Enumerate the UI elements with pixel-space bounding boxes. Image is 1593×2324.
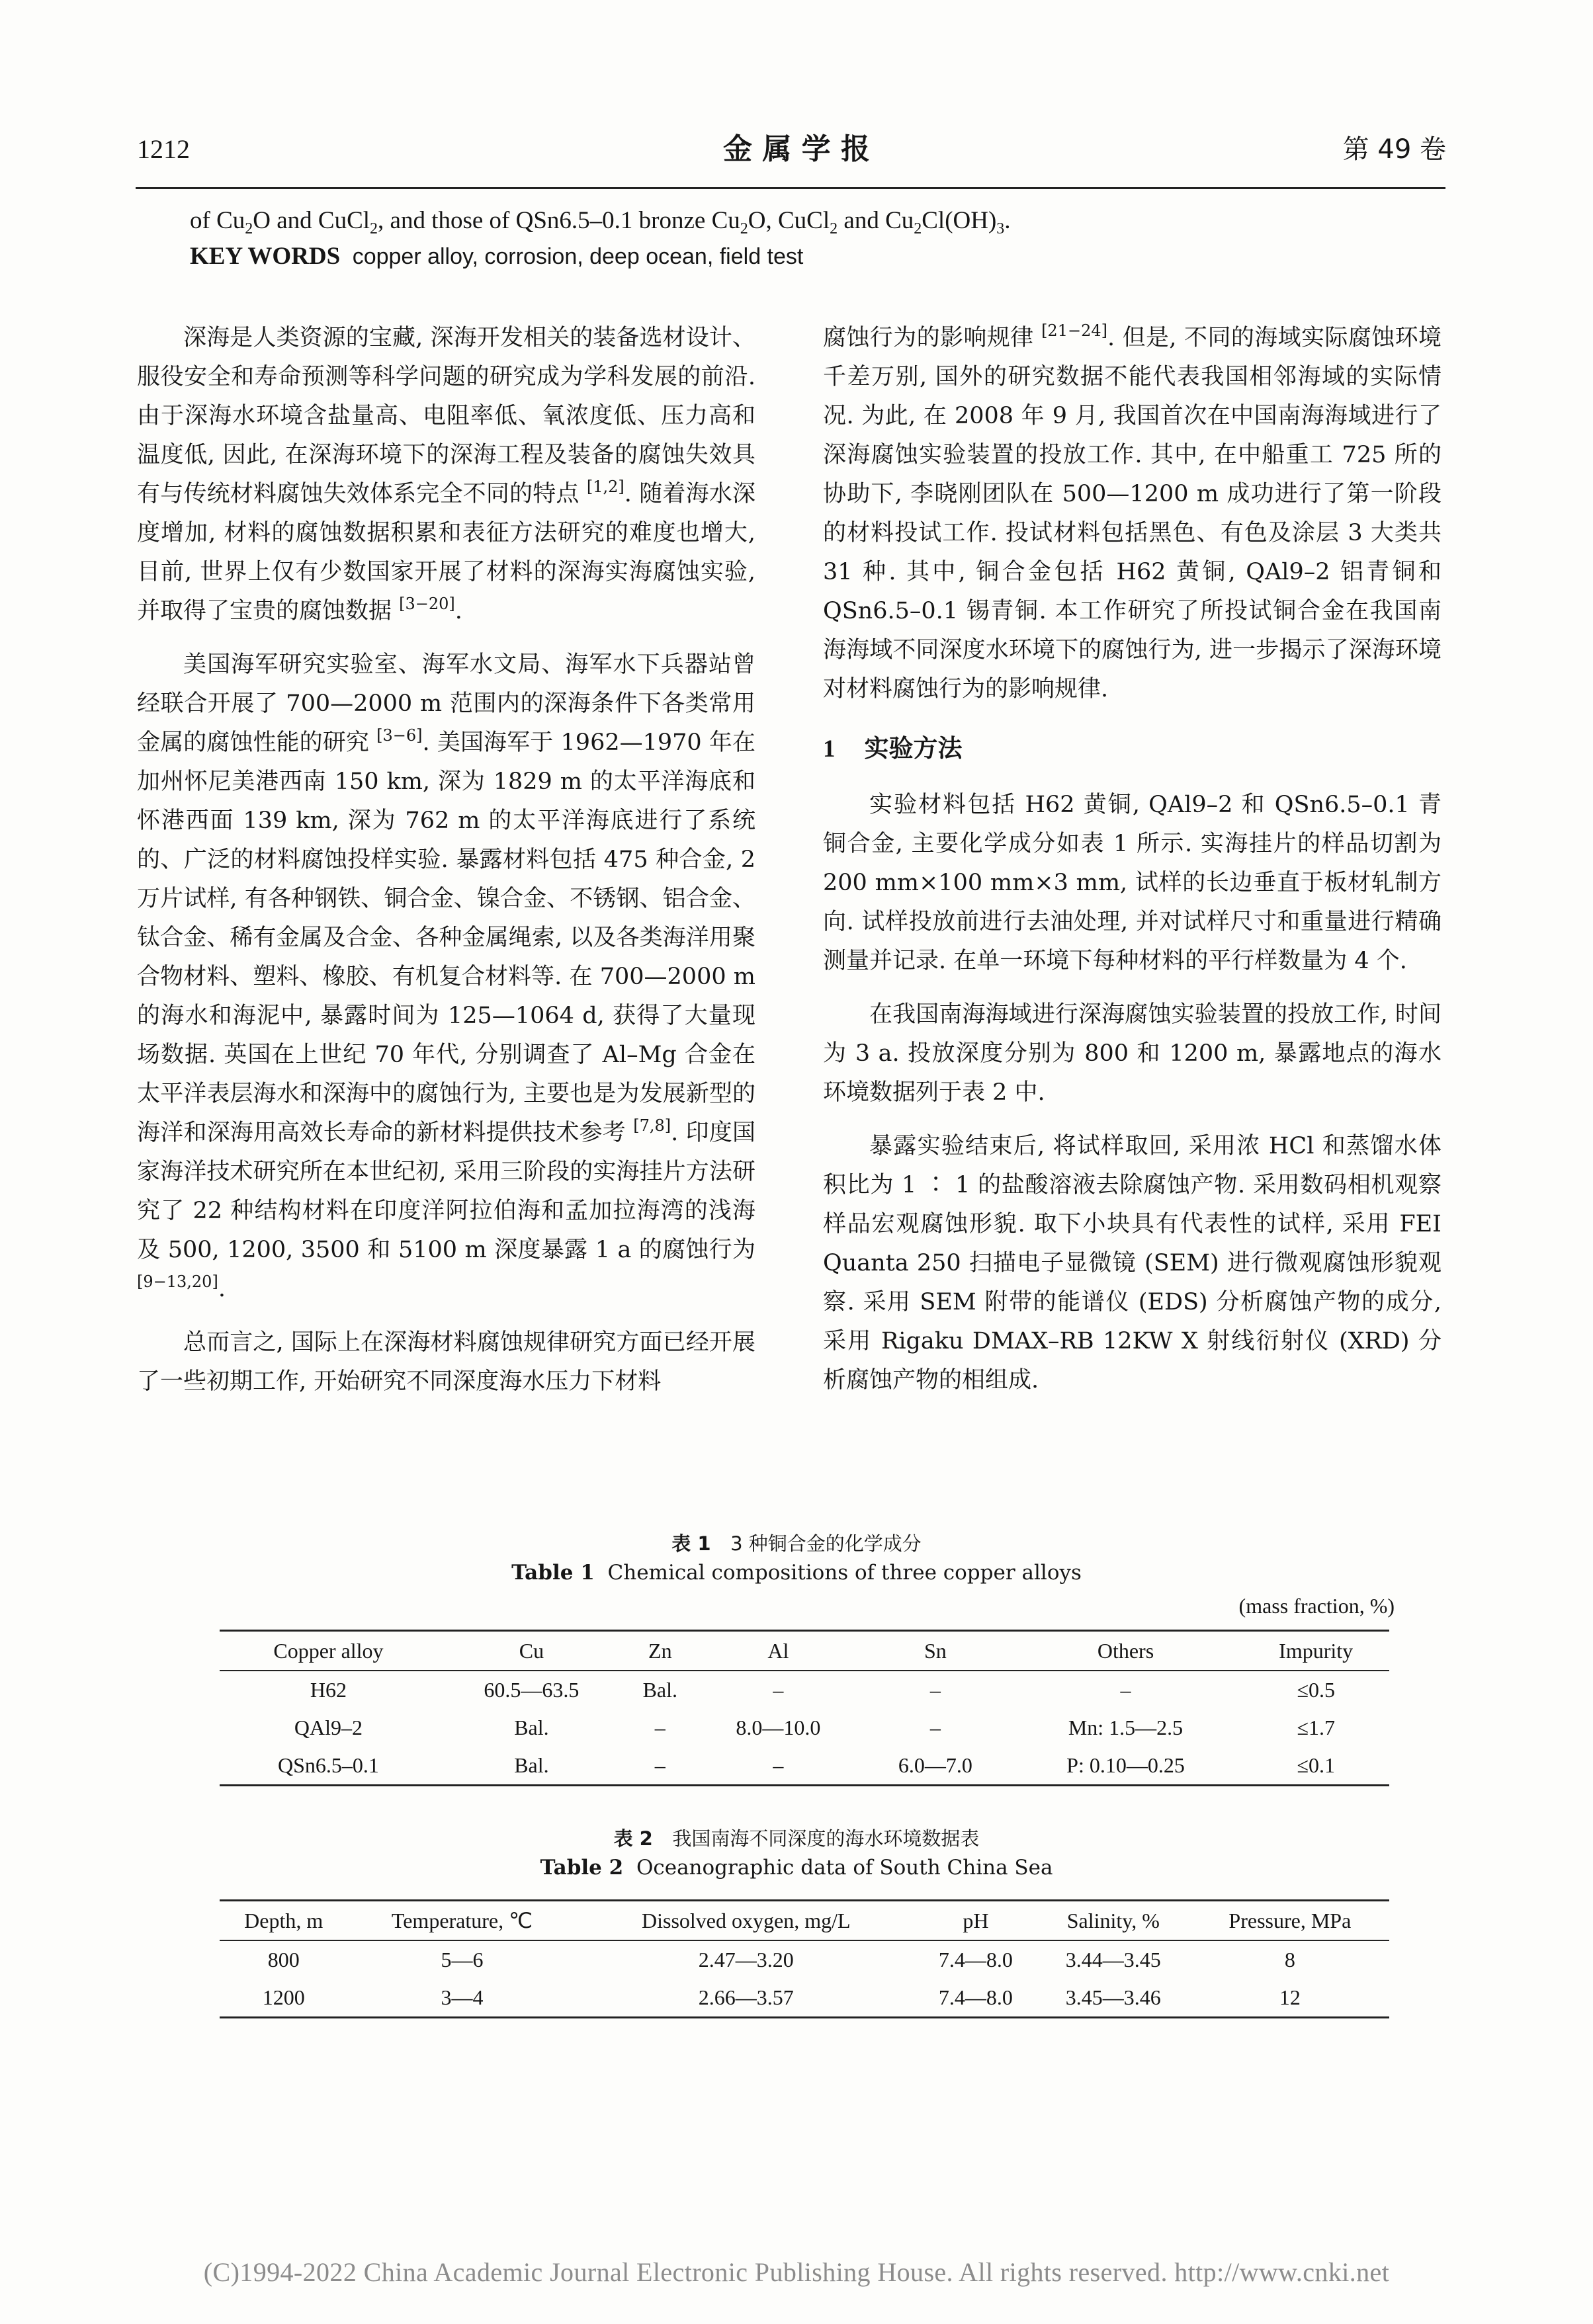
body-paragraph: 腐蚀行为的影响规律 [21−24]. 但是, 不同的海域实际腐蚀环境千差万别, 国外的研究数据不能代表我国相邻海域的实际情况. 为此, 在 2008 年 9 月, 我国首次在中国南海海域进行了深海腐蚀实验装置的投放工作. 其中, 在中船重工 725 所的协助下, 李晓刚团队在 500—1200 m 成功进行了第一阶段的材料投试工作. 投试材料包括黑色、有色及涂层 3 大类共 31 种. 其中, 铜合金包括 H62 黄铜, QAl9–2 铝青铜和 QSn6.5–0.1 锡青铜. 本工作研究了所投试铜合金在我国南海海域不同深度水环境下的腐蚀行为, 进一步揭示了深海环境对材料腐蚀行为的影响规律. xyxy=(823,321,1442,702)
table-cell: – xyxy=(654,1716,666,1739)
table-row xyxy=(220,1671,1389,1709)
body-paragraph: 深海是人类资源的宝藏, 深海开发相关的装备选材设计、服役安全和寿命预测等科学问题的研究成为学科发展的前沿. 由于深海水环境含盐量高、电阻率低、氧浓度低、压力高和温度低, 因此, 在深海环境下的深海工程及装备的腐蚀失效具有与传统材料腐蚀失效体系完全不同的特点 [1,2]. 随着海水深度增加, 材料的腐蚀数据积累和表征方法研究的难度也增大, 目前, 世界上仅有少数国家开展了材料的深海实海腐蚀实验, 并取得了宝贵的腐蚀数据 [3−20]. xyxy=(137,325,755,624)
keywords xyxy=(190,238,803,275)
table-cell: 7.4—8.0 xyxy=(938,1948,1013,1971)
column-header: Temperature, ℃ xyxy=(347,1901,576,1941)
table1-unit: (mass fraction, %) xyxy=(1238,1594,1395,1618)
table-row xyxy=(220,1709,1389,1747)
column-header: Pressure, MPa xyxy=(1191,1901,1389,1941)
table-cell: 5—6 xyxy=(441,1948,484,1971)
column-header: Others xyxy=(1009,1631,1243,1671)
body-paragraph: 暴露实验结束后, 将试样取回, 采用浓 HCl 和蒸馏水体积比为 1 ∶ 1 的盐酸溶液去除腐蚀产物. 采用数码相机观察样品宏观腐蚀形貌. 取下小块具有代表性的试样, 采用 FEI Quanta 250 扫描电子显微镜 (SEM) 进行微观腐蚀形貌观察. 采用 SEM 附带的能谱仪 (EDS) 分析腐蚀产物的成分, 采用 Rigaku DMAX–RB 12KW X 射线衍射仪 (XRD) 分析腐蚀产物的相组成. xyxy=(823,1133,1442,1393)
column-header: Salinity, % xyxy=(1036,1901,1191,1941)
table-cell: 3.44—3.45 xyxy=(1065,1948,1161,1971)
body-paragraph: 美国海军研究实验室、海军水文局、海军水下兵器站曾经联合开展了 700—2000 m 范围内的深海条件下各类常用金属的腐蚀性能的研究 [3−6]. 美国海军于 1962—1970 年在加州怀尼美港西南 150 km, 深为 1829 m 的太平洋海底和怀港西面 139 km, 深为 762 m 的太平洋海底进行了系统的、广泛的材料腐蚀投样实验. 暴露材料包括 475 种合金, 2 万片试样, 有各种钢铁、铜合金、镍合金、不锈钢、铝合金、钛合金、稀有金属及合金、各种金属绳索, 以及各类海洋用聚合物材料、塑料、橡胶、有机复合材料等. 在 700—2000 m 的海水和海泥中, 暴露时间为 125—1064 d, 获得了大量现场数据. 英国在上世纪 70 年代, 分别调查了 Al–Mg 合金在太平洋表层海水和深海中的腐蚀行为, 主要也是为发展新型的海洋和深海用高效长寿命的新材料提供技术参考 [7,8]. 印度国家海洋技术研究所在本世纪初, 采用三阶段的实海挂片方法研究了 22 种结构材料在印度洋阿拉伯海和孟加拉海湾的浅海及 500, 1200, 3500 和 5100 m 深度暴露 1 a 的腐蚀行为 [9−13,20]. xyxy=(137,651,755,1302)
table-row xyxy=(220,1747,1389,1786)
table-cell: QSn6.5–0.1 xyxy=(220,1747,437,1786)
table-cell: – xyxy=(626,1747,695,1786)
table-header-row xyxy=(220,1901,1389,1941)
table2-caption-en: Table 2 Oceanographic data of South China Sea xyxy=(540,1856,1053,1880)
table-cell: P: 0.10—0.25 xyxy=(1009,1747,1243,1786)
column-header: Al xyxy=(695,1631,862,1671)
column-header: Depth, m xyxy=(220,1901,347,1941)
table-cell: 800 xyxy=(267,1948,300,1971)
table-cell: – xyxy=(695,1747,862,1786)
column-header: Zn xyxy=(626,1631,695,1671)
table2-caption-cn: 表 2 我国南海不同深度的海水环境数据表 xyxy=(613,1827,980,1850)
table-cell: Bal. xyxy=(514,1716,549,1739)
table-cell: – xyxy=(929,1678,941,1702)
table-cell: 60.5—63.5 xyxy=(484,1678,580,1702)
table-cell: ≤0.1 xyxy=(1242,1747,1389,1786)
column-header: Sn xyxy=(862,1631,1009,1671)
table-cell: ≤1.7 xyxy=(1297,1716,1335,1739)
table-cell: 1200 xyxy=(220,1979,347,2018)
table-cell: ≤0.5 xyxy=(1297,1678,1335,1702)
table-cell: 3—4 xyxy=(347,1979,576,2018)
right-column xyxy=(823,319,1442,1400)
volume-label: 第 49 卷 xyxy=(1342,134,1446,165)
table-cell: – xyxy=(773,1678,784,1702)
keywords-text: copper alloy, corrosion, deep ocean, field test xyxy=(352,244,804,269)
body-paragraph: 在我国南海海域进行深海腐蚀实验装置的投放工作, 时间为 3 a. 投放深度分别为 800 和 1200 m, 暴露地点的海水环境数据列于表 2 中. xyxy=(823,1001,1442,1106)
table-cell: 2.66—3.57 xyxy=(577,1979,916,2018)
table-row xyxy=(220,1940,1389,1979)
table1-caption-en: Table 1 Chemical compositions of three copper alloys xyxy=(511,1561,1082,1585)
table-cell: 8 xyxy=(1284,1948,1295,1971)
column-header: Dissolved oxygen, mg/L xyxy=(577,1901,916,1941)
table-cell: – xyxy=(1120,1678,1131,1702)
abstract-tail: of $Cu_2O$ and CuCl$_2$, and those of QSn6.5–0.1 bronze $Cu_2O$, CuCl$_2$ and $Cu_2Cl(OH)_3$. xyxy=(190,207,1011,237)
table-cell: 7.4—8.0 xyxy=(916,1979,1036,2018)
table-cell: Bal. xyxy=(642,1678,678,1702)
journal-title: 金 属 学 报 xyxy=(723,132,870,166)
table-cell: 6.0—7.0 xyxy=(862,1747,1009,1786)
table-cell: Mn: 1.5—2.5 xyxy=(1068,1716,1184,1739)
table-cell: H62 xyxy=(310,1678,347,1702)
page-number: 1212 xyxy=(137,134,190,164)
table-row xyxy=(220,1979,1389,2018)
section-heading: 1 实验方法 xyxy=(823,734,963,763)
table1-caption-cn: 表 1 3 种铜合金的化学成分 xyxy=(671,1532,922,1555)
table-cell: – xyxy=(929,1716,941,1739)
column-header: Cu xyxy=(437,1631,626,1671)
table-cell: QAl9–2 xyxy=(294,1716,363,1739)
table1 xyxy=(220,1630,1389,1786)
table-header-row xyxy=(220,1631,1389,1671)
column-header: Copper alloy xyxy=(220,1631,437,1671)
body-paragraph: 总而言之, 国际上在深海材料腐蚀规律研究方面已经开展了一些初期工作, 开始研究不同深度海水压力下材料 xyxy=(137,1329,755,1395)
keywords-label: KEY WORDS xyxy=(190,243,341,270)
column-header: pH xyxy=(916,1901,1036,1941)
copyright-footer: (C)1994-2022 China Academic Journal Electronic Publishing House. All rights reserved. http://www.cnki.net xyxy=(203,2257,1390,2287)
table-cell: Bal. xyxy=(437,1747,626,1786)
table-cell: 12 xyxy=(1191,1979,1389,2018)
table2 xyxy=(220,1899,1389,2018)
table-cell: 3.45—3.46 xyxy=(1036,1979,1191,2018)
table-cell: 2.47—3.20 xyxy=(698,1948,794,1971)
body-paragraph: 实验材料包括 H62 黄铜, QAl9–2 和 QSn6.5–0.1 青铜合金, 主要化学成分如表 1 所示. 实海挂片的样品切割为 200 mm×100 mm×3 mm, 试样的长边垂直于板材轧制方向. 试样投放前进行去油处理, 并对试样尺寸和重量进行精确测量并记录. 在单一环境下每种材料的平行样数量为 4 个. xyxy=(823,792,1442,974)
header-rule xyxy=(136,187,1445,189)
left-column xyxy=(137,319,755,1401)
column-header: Impurity xyxy=(1242,1631,1389,1671)
table-cell: 8.0—10.0 xyxy=(736,1716,821,1739)
